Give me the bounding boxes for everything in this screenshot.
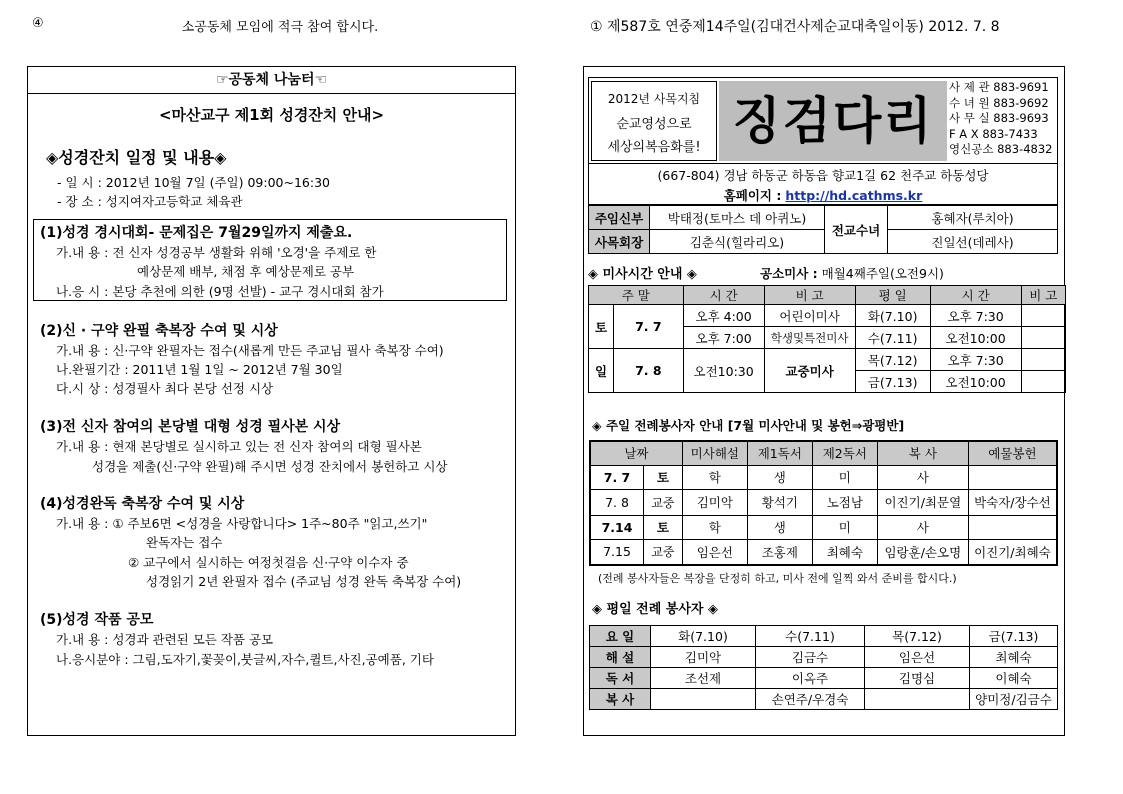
row-cell: 김미악 <box>651 647 756 668</box>
council-name: 김춘식(힐라리오) <box>650 230 825 254</box>
section-header: ☞공동체 나눔터☜ <box>28 67 515 94</box>
contact-rectory: 사 제 관 883-9691 <box>949 80 1049 94</box>
reading-section-title: (4)성경완독 축복장 수여 및 시상 <box>40 496 245 512</box>
mission-mass-value: 매월4째주일(오전9시) <box>821 266 944 281</box>
contact-office: 사 무 실 883-9693 <box>949 111 1049 125</box>
weekday-1: 화(7.10) <box>855 305 930 327</box>
row-type: 교중 <box>644 539 683 565</box>
weekday-4-time: 오전10:00 <box>930 371 1021 393</box>
motto-line-1: 순교영성으로 <box>616 117 692 132</box>
col-weekend: 주 말 <box>589 286 684 305</box>
row-label: 해 설 <box>590 647 651 668</box>
quiz-line-1: 가.내 용 : 전 신자 성경공부 생활화 위해 '오경'을 주제로 한 <box>56 245 377 260</box>
row-cell: 김금수 <box>756 647 865 668</box>
transcription-line-3: 다.시 상 : 성경필사 최다 본당 선정 시상 <box>56 381 274 396</box>
row-cell: 조선제 <box>651 668 756 689</box>
homepage-link[interactable]: http://hd.cathms.kr <box>785 188 923 203</box>
col-reading-2: 제2독서 <box>812 441 877 465</box>
col-server: 복 사 <box>877 441 968 465</box>
col-offering: 예물봉헌 <box>968 441 1057 465</box>
transcription-line-1: 가.내 용 : 신·구약 완필자는 접수(새롭게 만든 주교님 필사 축복장 수여) <box>56 343 444 358</box>
row-cell: 임은선 <box>865 647 970 668</box>
transcription-section-title: (2)신 · 구약 완필 축복장 수여 및 시상 <box>40 323 278 339</box>
table-row <box>590 689 1058 710</box>
row-cell: 김명심 <box>865 668 970 689</box>
large-bible-section-title: (3)전 신자 참여의 본당별 대형 성경 필사본 시상 <box>40 419 341 435</box>
sister-2-name: 진일선(데레사) <box>888 230 1058 254</box>
row-cell: 사 <box>877 515 968 539</box>
homepage-label: 홈페이지 : <box>723 188 782 203</box>
large-bible-line-1: 가.내 용 : 현재 본당별로 실시하고 있는 전 신자 참여의 대형 필사본 <box>56 439 422 454</box>
sun-mass-time: 오전10:30 <box>683 349 764 393</box>
row-cell: 최혜숙 <box>812 539 877 565</box>
row-cell: 임은선 <box>682 539 747 565</box>
homepage <box>588 186 1058 204</box>
row-cell <box>865 689 970 710</box>
row-cell: 노점남 <box>812 489 877 515</box>
pastoral-motto <box>591 81 717 161</box>
event-place: - 장 소 : 성지여자고등학교 체육관 <box>57 194 243 209</box>
row-date: 7. 8 <box>590 489 644 515</box>
council-label: 사목회장 <box>589 230 650 254</box>
row-cell: 김미악 <box>682 489 747 515</box>
sunday-servers-table <box>589 440 1058 566</box>
sat-mass-1-time: 오후 4:00 <box>683 305 764 327</box>
issue-header: ① 제587호 연중제14주일(김대건사제순교대축일이동) 2012. 7. 8 <box>590 19 1000 35</box>
row-label: 독 서 <box>590 668 651 689</box>
mass-schedule-table <box>588 285 1066 393</box>
quiz-line-2: 예상문제 배부, 채점 후 예상문제로 공부 <box>137 264 355 279</box>
col-reading-1: 제1독서 <box>747 441 812 465</box>
sun-mass-note: 교중미사 <box>764 349 855 393</box>
contact-mission: 영신공소 883-4832 <box>949 142 1053 156</box>
row-cell: 황석기 <box>747 489 812 515</box>
row-cell: 조홍제 <box>747 539 812 565</box>
row-date: 7.15 <box>590 539 644 565</box>
servers-note: (전례 봉사자들은 복장을 단정히 하고, 미사 전에 일찍 와서 준비를 합시다.) <box>598 572 957 585</box>
col-note-2: 비 고 <box>1021 286 1065 305</box>
weekday-2: 수(7.11) <box>855 327 930 349</box>
quiz-line-3: 나.응 시 : 본당 추천에 의한 (9명 선발) - 교구 경시대회 참가 <box>56 284 384 299</box>
row-cell: 미 <box>812 515 877 539</box>
col-thu: 목(7.12) <box>865 626 970 647</box>
col-commentator: 미사해설 <box>682 441 747 465</box>
contact-fax: F A X 883-7433 <box>949 126 1038 141</box>
pastor-label: 주임신부 <box>589 206 650 230</box>
motto-line-2: 세상의복음화를! <box>607 140 701 155</box>
mission-mass-label: 공소미사 : <box>760 266 818 281</box>
row-date: 7.14 <box>590 515 644 539</box>
contact-convent: 수 녀 원 883-9692 <box>949 95 1049 110</box>
sun-label: 일 <box>589 349 614 393</box>
reading-line-3: ② 교구에서 실시하는 여정첫걸음 신·구약 이수자 중 <box>128 555 409 570</box>
row-cell: 양미정/김금수 <box>970 689 1058 710</box>
large-bible-line-2: 성경을 제출(신·구약 완필)해 주시면 성경 잔치에서 봉헌하고 시상 <box>92 459 448 474</box>
program-heading: ◈성경잔치 일정 및 내용◈ <box>46 148 227 167</box>
sat-mass-1-note: 어린이미사 <box>764 305 855 327</box>
sun-date: 7. 8 <box>614 349 684 393</box>
page-number-left: ④ <box>32 16 44 31</box>
row-cell: 생 <box>747 465 812 489</box>
row-date: 7. 7 <box>590 465 644 489</box>
table-row <box>590 515 1057 539</box>
artwork-line-2: 나.응시분야 : 그림,도자기,꽃꽂이,붓글씨,자수,퀼트,사진,공예품, 기타 <box>56 652 434 667</box>
row-type: 토 <box>644 515 683 539</box>
col-note: 비 고 <box>764 286 855 305</box>
sunday-servers-heading: ◈ 주일 전례봉사자 안내 [7월 미사안내 및 봉헌⇒광평반] <box>592 418 905 433</box>
row-cell: 학 <box>682 465 747 489</box>
col-day: 요 일 <box>590 626 651 647</box>
mission-mass-note <box>760 264 944 282</box>
weekday-4: 금(7.13) <box>855 371 930 393</box>
artwork-section-title: (5)성경 작품 공모 <box>40 612 154 628</box>
sat-date: 7. 7 <box>614 305 684 349</box>
address: (667-804) 경남 하동군 하동읍 향교1길 62 천주교 하동성당 <box>657 168 989 183</box>
bulletin-logo: 징검다리 <box>719 81 947 161</box>
col-time: 시 간 <box>683 286 764 305</box>
table-row <box>590 465 1057 489</box>
sat-label: 토 <box>589 305 614 349</box>
col-fri: 금(7.13) <box>970 626 1058 647</box>
col-tue: 화(7.10) <box>651 626 756 647</box>
row-type: 토 <box>644 465 683 489</box>
col-time-2: 시 간 <box>930 286 1021 305</box>
row-cell: 이혜숙 <box>970 668 1058 689</box>
weekday-2-time: 오전10:00 <box>930 327 1021 349</box>
table-row <box>590 489 1057 515</box>
col-date: 날짜 <box>590 441 682 465</box>
transcription-line-2: 나.완필기간 : 2011년 1월 1일 ~ 2012년 7월 30일 <box>56 362 343 377</box>
row-cell <box>651 689 756 710</box>
sat-mass-2-time: 오후 7:00 <box>683 327 764 349</box>
weekday-3-time: 오후 7:30 <box>930 349 1021 371</box>
row-cell: 손연주/우경숙 <box>756 689 865 710</box>
weekday-servers-heading: ◈ 평일 전례 봉사자 ◈ <box>592 602 719 617</box>
weekday-servers-table <box>589 625 1058 710</box>
col-wed: 수(7.11) <box>756 626 865 647</box>
row-cell: 이진기/최혜숙 <box>968 539 1057 565</box>
row-type: 교중 <box>644 489 683 515</box>
sat-mass-2-note: 학생및특전미사 <box>764 327 855 349</box>
motto-year: 2012년 사목지침 <box>607 92 701 106</box>
mass-heading: ◈ 미사시간 안내 ◈ <box>588 267 697 282</box>
reading-line-2: 완독자는 접수 <box>146 535 223 550</box>
col-weekday: 평 일 <box>855 286 930 305</box>
row-cell: 미 <box>812 465 877 489</box>
artwork-line-1: 가.내 용 : 성경과 관련된 모든 작품 공모 <box>56 632 274 647</box>
staff-table <box>588 205 1058 254</box>
quiz-section-title: (1)성경 경시대회- 문제집은 7월29일까지 제출요. <box>40 225 353 241</box>
row-cell: 사 <box>877 465 968 489</box>
reading-line-4: 성경읽기 2년 완필자 접수 (주교님 성경 완독 축복장 수여) <box>146 574 462 589</box>
row-cell: 학 <box>682 515 747 539</box>
weekday-3: 목(7.12) <box>855 349 930 371</box>
sister-1-name: 홍혜자(루치아) <box>888 206 1058 230</box>
notice-title: <마산교구 제1회 성경잔치 안내> <box>158 106 385 124</box>
table-row <box>590 539 1057 565</box>
row-cell: 최혜숙 <box>970 647 1058 668</box>
weekday-1-time: 오후 7:30 <box>930 305 1021 327</box>
contact-list <box>949 80 1057 158</box>
table-row <box>590 668 1058 689</box>
row-label: 복 사 <box>590 689 651 710</box>
row-cell: 생 <box>747 515 812 539</box>
row-cell: 이옥주 <box>756 668 865 689</box>
slogan: 소공동체 모임에 적극 참여 합시다. <box>181 20 379 35</box>
table-row <box>590 647 1058 668</box>
sisters-label: 전교수녀 <box>825 206 888 254</box>
row-cell: 박숙자/장수선 <box>968 489 1057 515</box>
pastor-name: 박태정(토마스 데 아퀴노) <box>650 206 825 230</box>
row-cell: 이진기/최문열 <box>877 489 968 515</box>
event-date: - 일 시 : 2012년 10월 7일 (주일) 09:00~16:30 <box>57 175 330 190</box>
row-cell: 임랑훈/손오명 <box>877 539 968 565</box>
reading-line-1: 가.내 용 : ① 주보6면 <성경을 사랑합니다> 1주~80주 "읽고,쓰기" <box>56 516 428 531</box>
